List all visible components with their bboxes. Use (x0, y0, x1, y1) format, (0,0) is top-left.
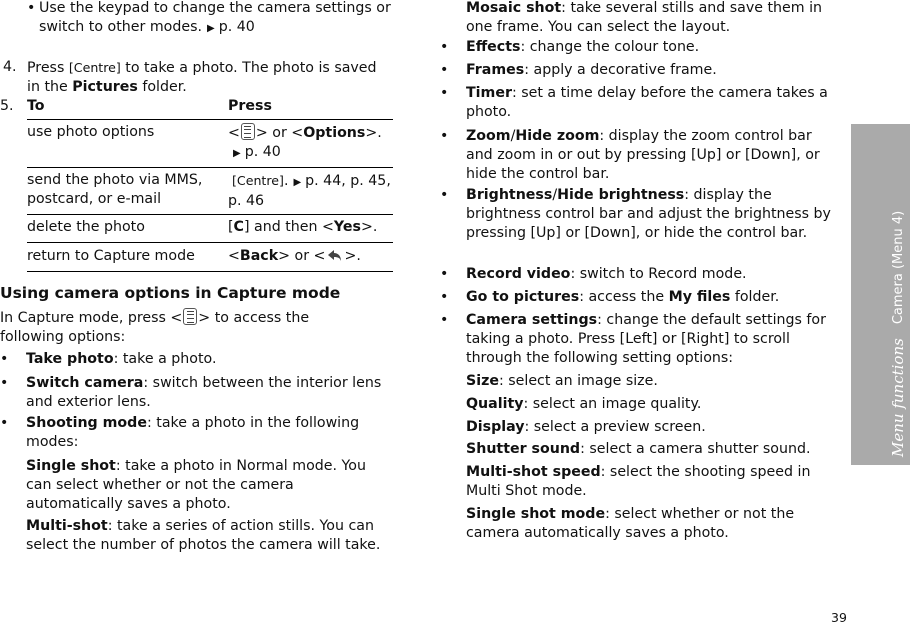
menu-softkey-icon (241, 123, 255, 140)
list-item: • Brightness/Hide brightness: display the brightness control bar and adjust the brightness by pressing [Up] or [Down], or hide the control bar. (440, 186, 834, 243)
step-4: 4. Press [Centre] to take a photo. The photo is saved in the Pictures folder. (3, 59, 377, 95)
list-item: • Zoom/Hide zoom: display the zoom control bar and zoom in or out by pressing [Up] or [Down], or hide the control bar. (440, 127, 834, 184)
intro-bullet: • Use the keypad to change the camera settings or switch to other modes. ▶ p. 40 (27, 0, 393, 38)
list-item: Multi-shot: take a series of action stills. You can select the number of photos the camera will take. (26, 518, 381, 553)
side-tab-subtitle: Camera (Menu 4) (891, 210, 906, 325)
step-5-number: 5. (0, 98, 14, 114)
table-row: delete the photo [C] and then <Yes>. (27, 215, 393, 243)
list-item: Single shot: take a photo in Normal mode. You can select whether or not the camera automatically saves a photo. (26, 458, 366, 512)
list-item: • Take photo: take a photo. (0, 350, 394, 369)
list-item: • Record video: switch to Record mode. (440, 265, 834, 284)
arrow-right-icon: ▶ (207, 23, 215, 34)
return-arrow-icon (326, 248, 343, 263)
list-item: Shutter sound: select a camera shutter sound. (466, 441, 811, 457)
section-intro: In Capture mode, press < > to access the following options: (0, 310, 310, 345)
page-number: 39 (831, 610, 847, 622)
list-item: Quality: select an image quality. (466, 396, 702, 412)
arrow-right-icon: ▶ (293, 177, 302, 188)
list-item: Mosaic shot: take several stills and save them in one frame. You can select the layout. (466, 0, 823, 35)
list-item: Single shot mode: select whether or not the camera automatically saves a photo. (466, 506, 795, 541)
table-row: use photo options < > or <Options>. ▶ p. 40 (27, 120, 393, 168)
list-item: Multi-shot speed: select the shooting speed in Multi Shot mode. (466, 464, 811, 499)
table-row: send the photo via MMS, postcard, or e-mail [Centre]. ▶ p. 44, p. 45, p. 46 (27, 168, 393, 215)
table-header: To Press (27, 96, 393, 120)
list-item: • Effects: change the colour tone. (440, 38, 834, 57)
side-tab-title: Menu functions (889, 338, 907, 457)
menu-softkey-icon (183, 308, 197, 325)
list-item: • Shooting mode: take a photo in the following modes: (0, 414, 394, 452)
list-item: • Switch camera: switch between the interior lens and exterior lens. (0, 374, 394, 412)
options-table (27, 96, 393, 272)
list-item: • Timer: set a time delay before the camera takes a photo. (440, 84, 834, 122)
step-4-number: 4. (3, 59, 17, 75)
list-item: • Camera settings: change the default settings for taking a photo. Press [Left] or [Right] to scroll through the following setting options: (440, 311, 834, 368)
table-row: return to Capture mode <Back> or < >. (27, 243, 393, 272)
list-item: • Go to pictures: access the My files folder. (440, 288, 834, 307)
list-item: Size: select an image size. (466, 373, 658, 389)
side-tab (851, 124, 910, 465)
section-heading: Using camera options in Capture mode (0, 284, 341, 302)
list-item: Display: select a preview screen. (466, 419, 706, 435)
arrow-right-icon: ▶ (233, 148, 241, 159)
list-item: • Frames: apply a decorative frame. (440, 61, 834, 80)
